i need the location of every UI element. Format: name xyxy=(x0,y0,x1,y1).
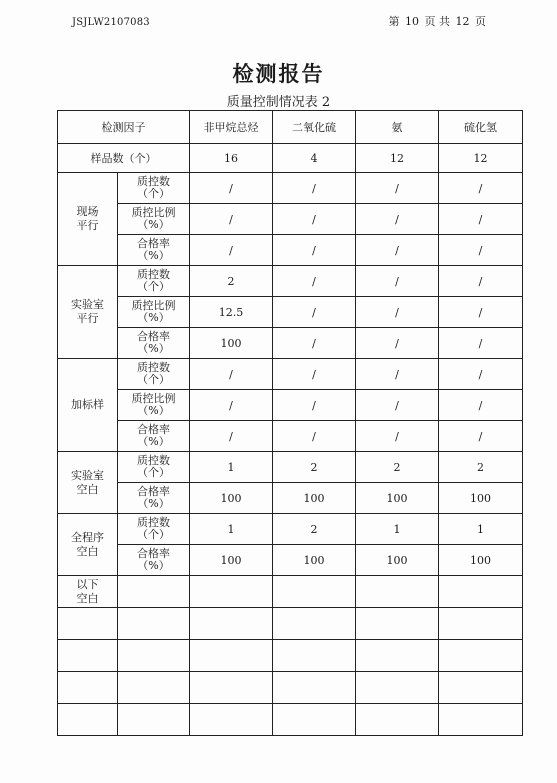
table-row xyxy=(58,359,523,390)
blank-row xyxy=(58,704,523,736)
report-number: JSJLW2107083 xyxy=(72,17,150,28)
metric-label-cell xyxy=(118,359,190,390)
value-cell: / xyxy=(356,328,439,359)
value-cell: 100 xyxy=(439,545,523,576)
value-cell: / xyxy=(439,297,523,328)
value-cell: / xyxy=(439,359,523,390)
table-row xyxy=(58,266,523,297)
table-header-row xyxy=(58,111,523,144)
blank-cell xyxy=(439,672,523,704)
group-label-line: 现场 xyxy=(76,205,99,218)
end-marker-cell xyxy=(58,576,118,608)
value-cell: 100 xyxy=(356,545,439,576)
table-row xyxy=(58,235,523,266)
value-cell: / xyxy=(273,297,356,328)
blank-cell xyxy=(356,672,439,704)
metric-label-cell xyxy=(118,297,190,328)
value-cell: / xyxy=(190,390,273,421)
blank-cell xyxy=(273,576,356,608)
end-marker-line: 空白 xyxy=(76,591,99,605)
blank-cell xyxy=(58,640,118,672)
metric-label-line: 合格率 xyxy=(137,330,170,343)
table-row xyxy=(58,173,523,204)
group-label-line: 实验室 xyxy=(71,298,104,311)
metric-label-cell xyxy=(118,204,190,235)
table-row xyxy=(58,545,523,576)
value-cell: / xyxy=(439,328,523,359)
column-header-cell: 氨 xyxy=(356,111,439,144)
table-row xyxy=(58,390,523,421)
blank-cell xyxy=(439,640,523,672)
value-cell: / xyxy=(190,421,273,452)
metric-label-line: 质控数 xyxy=(137,454,170,467)
group-label-line: 加标样 xyxy=(71,398,104,411)
value-cell: 100 xyxy=(273,545,356,576)
value-cell: / xyxy=(273,235,356,266)
table-row xyxy=(58,204,523,235)
value-cell: 2 xyxy=(190,266,273,297)
metric-label-line: （%） xyxy=(137,404,170,417)
value-cell: / xyxy=(356,421,439,452)
metric-label-line: 质控数 xyxy=(137,516,170,529)
table-row xyxy=(58,483,523,514)
metric-label-line: （%） xyxy=(137,559,170,572)
metric-label-line: （个） xyxy=(137,373,170,386)
group-label-cell xyxy=(58,452,118,514)
blank-cell xyxy=(356,576,439,608)
value-cell: 1 xyxy=(190,452,273,483)
metric-label-cell xyxy=(118,266,190,297)
blank-cell xyxy=(356,640,439,672)
value-cell: 100 xyxy=(439,483,523,514)
group-label-line: 平行 xyxy=(76,312,99,325)
value-cell: 1 xyxy=(190,514,273,545)
value-cell: / xyxy=(273,266,356,297)
page-mid: 页 共 xyxy=(424,15,450,28)
value-cell: / xyxy=(356,390,439,421)
metric-label-cell xyxy=(118,545,190,576)
document-title: 检测报告 xyxy=(232,62,325,86)
metric-label-line: 质控数 xyxy=(137,361,170,374)
blank-cell xyxy=(273,704,356,736)
group-label-line: 空白 xyxy=(76,544,99,558)
blank-cell xyxy=(273,608,356,640)
value-cell: / xyxy=(356,297,439,328)
page-suffix: 页 xyxy=(475,15,486,28)
metric-label-cell xyxy=(118,235,190,266)
value-cell: 1 xyxy=(439,514,523,545)
blank-row xyxy=(58,576,523,608)
value-cell: / xyxy=(190,235,273,266)
value-cell: 1 xyxy=(356,514,439,545)
metric-label-line: （个） xyxy=(137,187,170,200)
factor-header-cell: 检测因子 xyxy=(58,111,190,144)
document-subtitle: 质量控制情况表 2 xyxy=(226,95,331,110)
value-cell: 100 xyxy=(273,483,356,514)
column-header-cell: 二氧化硫 xyxy=(273,111,356,144)
group-label-cell xyxy=(58,514,118,576)
blank-cell xyxy=(356,608,439,640)
metric-label-line: （%） xyxy=(137,435,170,448)
table-row xyxy=(58,514,523,545)
value-cell: 100 xyxy=(356,483,439,514)
metric-label-line: 合格率 xyxy=(137,485,170,498)
blank-cell xyxy=(58,704,118,736)
blank-cell xyxy=(190,672,273,704)
value-cell: / xyxy=(356,204,439,235)
value-cell: 2 xyxy=(356,452,439,483)
metric-label-line: （%） xyxy=(137,249,170,262)
group-label-line: 实验室 xyxy=(71,468,104,482)
metric-label-line: 合格率 xyxy=(137,423,170,436)
blank-cell xyxy=(356,704,439,736)
table-row xyxy=(58,452,523,483)
value-cell: / xyxy=(439,421,523,452)
value-cell: / xyxy=(356,359,439,390)
metric-label-cell xyxy=(118,328,190,359)
value-cell: 2 xyxy=(439,452,523,483)
value-cell: 100 xyxy=(190,328,273,359)
page-current: 10 xyxy=(405,15,419,28)
blank-row xyxy=(58,608,523,640)
value-cell: / xyxy=(356,173,439,204)
value-cell: 100 xyxy=(190,545,273,576)
blank-cell xyxy=(273,672,356,704)
group-label-line: 空白 xyxy=(76,482,99,496)
value-cell: 100 xyxy=(190,483,273,514)
metric-label-line: （%） xyxy=(137,218,170,231)
page-indicator xyxy=(388,13,488,29)
value-cell: / xyxy=(273,204,356,235)
table-row xyxy=(58,328,523,359)
metric-label-line: 合格率 xyxy=(137,237,170,250)
value-cell: / xyxy=(273,328,356,359)
table-row xyxy=(58,421,523,452)
blank-cell xyxy=(190,640,273,672)
metric-label-line: （%） xyxy=(137,497,170,510)
qc-table xyxy=(57,110,523,736)
blank-cell xyxy=(118,672,190,704)
metric-label-line: 质控数 xyxy=(137,268,170,281)
blank-cell xyxy=(118,576,190,608)
column-header-cell: 硫化氢 xyxy=(439,111,523,144)
column-header-cell: 非甲烷总烃 xyxy=(190,111,273,144)
blank-cell xyxy=(118,640,190,672)
page-total: 12 xyxy=(455,15,470,28)
value-cell: / xyxy=(273,359,356,390)
blank-cell xyxy=(190,704,273,736)
metric-label-line: 质控比例 xyxy=(131,206,176,219)
metric-label-cell xyxy=(118,390,190,421)
metric-label-cell xyxy=(118,173,190,204)
sample-count-row xyxy=(58,144,523,173)
value-cell: 2 xyxy=(273,452,356,483)
metric-label-line: （个） xyxy=(137,280,170,293)
sample-count-cell: 12 xyxy=(439,144,523,173)
value-cell: / xyxy=(190,173,273,204)
metric-label-line: 质控比例 xyxy=(131,392,176,405)
value-cell: / xyxy=(439,390,523,421)
blank-row xyxy=(58,640,523,672)
blank-cell xyxy=(439,608,523,640)
metric-label-line: （%） xyxy=(137,311,170,324)
blank-row xyxy=(58,672,523,704)
blank-cell xyxy=(58,608,118,640)
metric-label-line: （个） xyxy=(137,528,170,541)
sample-count-cell: 12 xyxy=(356,144,439,173)
metric-label-cell xyxy=(118,421,190,452)
value-cell: / xyxy=(439,173,523,204)
page-prefix: 第 xyxy=(388,15,400,28)
blank-cell xyxy=(58,672,118,704)
group-label-line: 平行 xyxy=(76,219,99,232)
metric-label-line: 合格率 xyxy=(137,547,170,560)
metric-label-cell xyxy=(118,483,190,514)
value-cell: / xyxy=(273,173,356,204)
table-row xyxy=(58,297,523,328)
value-cell: / xyxy=(439,266,523,297)
metric-label-cell xyxy=(118,514,190,545)
value-cell: / xyxy=(356,235,439,266)
value-cell: / xyxy=(190,359,273,390)
blank-cell xyxy=(190,608,273,640)
value-cell: 12.5 xyxy=(190,297,273,328)
end-marker-line: 以下 xyxy=(76,577,99,591)
metric-label-line: （%） xyxy=(137,342,170,355)
sample-count-label: 样品数（个） xyxy=(58,144,190,173)
value-cell: 2 xyxy=(273,514,356,545)
sample-count-cell: 4 xyxy=(273,144,356,173)
blank-cell xyxy=(439,576,523,608)
blank-cell xyxy=(190,576,273,608)
blank-cell xyxy=(273,640,356,672)
metric-label-line: 质控数 xyxy=(137,175,170,188)
value-cell: / xyxy=(273,421,356,452)
value-cell: / xyxy=(356,266,439,297)
value-cell: / xyxy=(439,204,523,235)
metric-label-cell xyxy=(118,452,190,483)
group-label-line: 全程序 xyxy=(71,530,104,544)
value-cell: / xyxy=(439,235,523,266)
blank-cell xyxy=(118,608,190,640)
sample-count-cell: 16 xyxy=(190,144,273,173)
group-label-cell xyxy=(58,359,118,452)
group-label-cell xyxy=(58,266,118,359)
blank-cell xyxy=(118,704,190,736)
value-cell: / xyxy=(273,390,356,421)
value-cell: / xyxy=(190,204,273,235)
metric-label-line: 质控比例 xyxy=(131,299,176,312)
metric-label-line: （个） xyxy=(137,466,170,479)
group-label-cell xyxy=(58,173,118,266)
blank-cell xyxy=(439,704,523,736)
